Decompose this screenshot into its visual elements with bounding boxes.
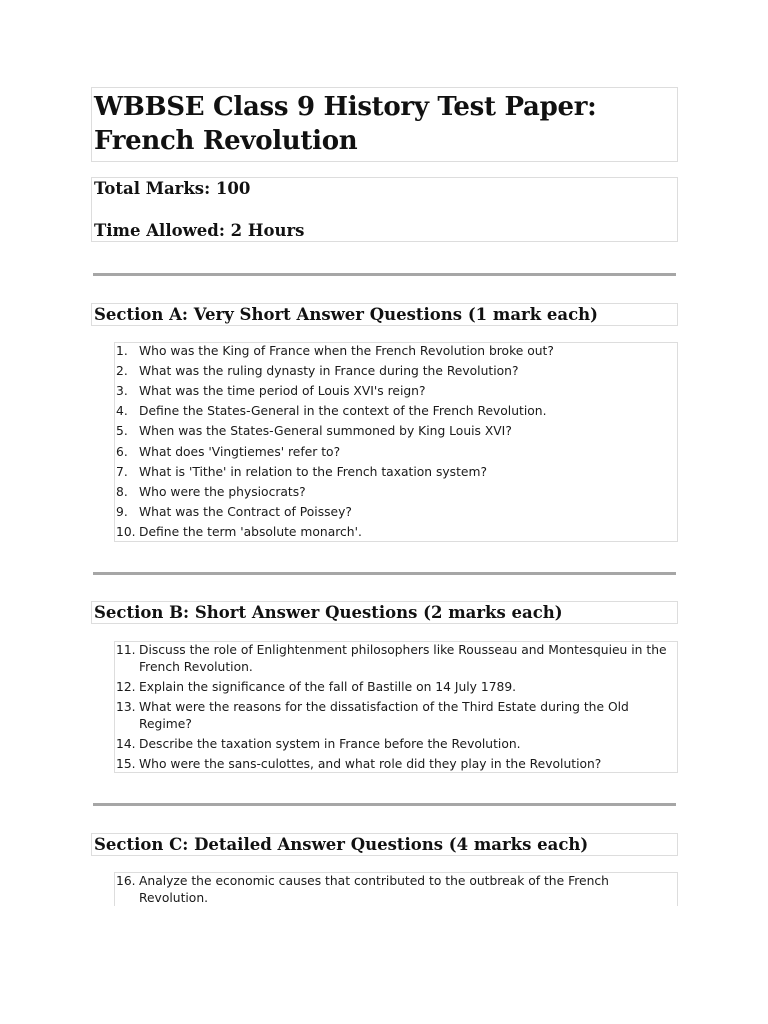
page-title: WBBSE Class 9 History Test Paper: French Revolution — [94, 92, 597, 156]
question-item — [115, 756, 677, 773]
question-item — [115, 679, 677, 696]
question-item — [115, 873, 677, 906]
section-c-heading-box — [91, 833, 678, 856]
question-item — [115, 484, 677, 501]
question-text: When was the States-General summoned by King Louis XVI? — [139, 424, 512, 438]
question-item — [115, 464, 677, 481]
question-number: 3. — [116, 384, 128, 398]
question-item — [115, 699, 677, 732]
section-a-heading-box — [91, 303, 678, 326]
exam-info-box — [91, 177, 678, 242]
section-a-question-list — [114, 342, 678, 542]
section-c-heading: Section C: Detailed Answer Questions (4 marks each) — [94, 835, 589, 854]
question-text: What was the time period of Louis XVI's reign? — [139, 384, 426, 398]
question-text: What does 'Vingtiemes' refer to? — [139, 445, 341, 459]
section-c-question-list — [114, 872, 678, 906]
question-item — [115, 524, 677, 541]
question-number: 16. — [116, 874, 136, 888]
question-text: Describe the taxation system in France before the Revolution. — [139, 737, 521, 751]
question-text: Analyze the economic causes that contributed to the outbreak of the French Revolution. — [139, 874, 609, 905]
question-number: 2. — [116, 364, 128, 378]
question-number: 15. — [116, 757, 136, 771]
question-text: Discuss the role of Enlightenment philosophers like Rousseau and Montesquieu in the French Revolution. — [139, 643, 667, 674]
question-text: Explain the significance of the fall of Bastille on 14 July 1789. — [139, 680, 517, 694]
section-b-question-list — [114, 641, 678, 773]
question-text: What is 'Tithe' in relation to the French taxation system? — [139, 465, 487, 479]
question-item — [115, 444, 677, 461]
section-divider — [93, 803, 676, 806]
question-text: Define the States-General in the context of the French Revolution. — [139, 404, 547, 418]
question-item — [115, 736, 677, 753]
question-number: 1. — [116, 344, 128, 358]
question-number: 12. — [116, 680, 136, 694]
question-item — [115, 423, 677, 440]
section-a-heading: Section A: Very Short Answer Questions (1 mark each) — [94, 305, 598, 324]
question-item — [115, 343, 677, 360]
question-number: 7. — [116, 465, 128, 479]
question-number: 14. — [116, 737, 136, 751]
section-divider — [93, 273, 676, 276]
question-number: 4. — [116, 404, 128, 418]
question-text: What were the reasons for the dissatisfaction of the Third Estate during the Old Regime? — [139, 700, 629, 731]
question-item — [115, 403, 677, 420]
question-text: Who were the sans-culottes, and what role did they play in the Revolution? — [139, 757, 602, 771]
question-text: What was the Contract of Poissey? — [139, 505, 352, 519]
question-number: 9. — [116, 505, 128, 519]
question-number: 6. — [116, 445, 128, 459]
question-item — [115, 504, 677, 521]
question-item — [115, 363, 677, 380]
question-number: 8. — [116, 485, 128, 499]
question-item — [115, 642, 677, 675]
question-text: Who were the physiocrats? — [139, 485, 306, 499]
question-text: What was the ruling dynasty in France during the Revolution? — [139, 364, 519, 378]
question-number: 10. — [116, 525, 136, 539]
question-number: 13. — [116, 700, 136, 714]
section-b-heading-box — [91, 601, 678, 624]
section-b-heading: Section B: Short Answer Questions (2 marks each) — [94, 603, 563, 622]
question-text: Who was the King of France when the French Revolution broke out? — [139, 344, 554, 358]
question-number: 5. — [116, 424, 128, 438]
question-item — [115, 383, 677, 400]
total-marks: Total Marks: 100 — [94, 179, 251, 198]
question-number: 11. — [116, 643, 136, 657]
question-text: Define the term 'absolute monarch'. — [139, 525, 362, 539]
time-allowed: Time Allowed: 2 Hours — [94, 221, 305, 240]
title-box — [91, 87, 678, 162]
section-divider — [93, 572, 676, 575]
